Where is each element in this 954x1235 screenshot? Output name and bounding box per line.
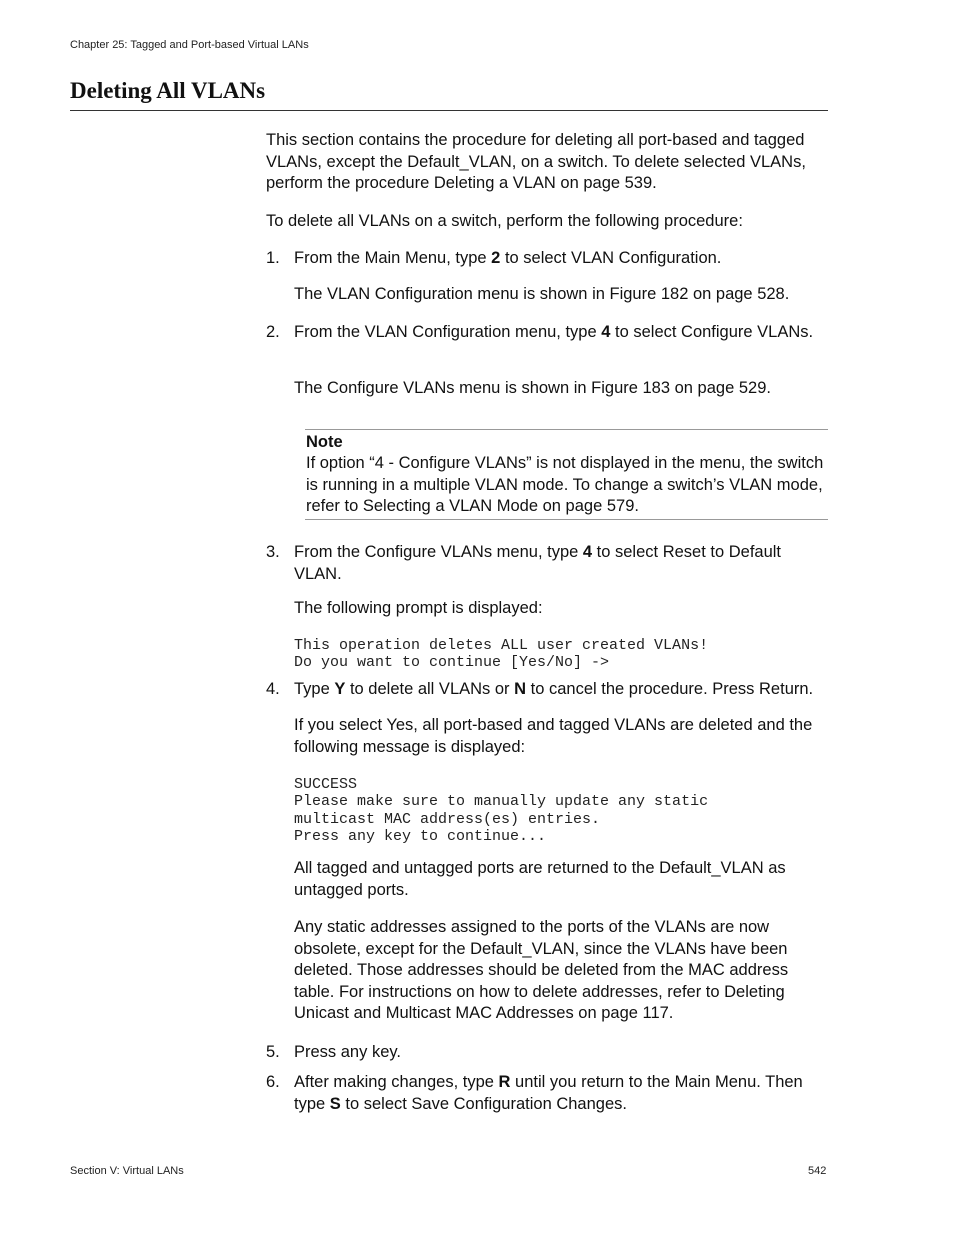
step-4-key-yes: Y [334,680,346,698]
success-code-block: SUCCESS Please make sure to manually update any static multicast MAC address(es) entries. Press any key to continue... [294,776,709,845]
step-3-result: The following prompt is displayed: [294,599,543,617]
step-4-key-no: N [514,680,527,698]
step-4-result: If you select Yes, all port-based and tagged VLANs are deleted and the following message is displayed: [294,716,813,756]
step-6-number: 6. [266,1073,280,1091]
title-divider [70,110,828,111]
prompt-code-block: This operation deletes ALL user created VLANs! Do you want to continue [Yes/No] -> [294,637,709,672]
step-5-number: 5. [266,1043,280,1061]
step-2-key: 4 [601,323,611,341]
step-1-result: The VLAN Configuration menu is shown in Figure 182 on page 528. [294,285,790,303]
footer-section: Section V: Virtual LANs [70,1165,184,1177]
step-3-key: 4 [582,543,593,561]
step-3-number: 3. [266,543,280,561]
step-3-text: From the Configure VLANs menu, type 4 to select Reset to Default VLAN. [294,543,782,583]
step-6-text: After making changes, type R until you return to the Main Menu. Then type S to select Save Configuration Changes. [294,1073,803,1113]
step-1-number: 1. [266,249,280,267]
step-2-number: 2. [266,323,280,341]
step-2-result: The Configure VLANs menu is shown in Figure 183 on page 529. [294,379,771,397]
intro-paragraph: This section contains the procedure for deleting all port-based and tagged VLANs, except the Default_VLAN, on a switch. To delete selected VLANs, perform the procedure Deleting a VLAN on page 539. [266,131,806,192]
step-4-number: 4. [266,680,280,698]
step-2-text: From the VLAN Configuration menu, type 4 to select Configure VLANs. [294,323,814,341]
step-6-key-r: R [498,1073,511,1091]
intro-lead: To delete all VLANs on a switch, perform the following procedure: [266,212,743,230]
chapter-header: Chapter 25: Tagged and Port-based Virtual LANs [70,39,309,51]
note-body: If option “4 - Configure VLANs” is not displayed in the menu, the switch is running in a multiple VLAN mode. To change a switch’s VLAN mode, refer to Selecting a VLAN Mode on page 579. [306,454,824,515]
step-5-text: Press any key. [294,1043,401,1061]
page-title: Deleting All VLANs [70,78,266,103]
step-6-key-s: S [329,1094,341,1113]
step-1-key: 2 [491,249,501,267]
step-4-text: Type Y to delete all VLANs or N to cancel the procedure. Press Return. [294,680,814,698]
note-title: Note [306,433,343,451]
page-number: 542 [808,1165,827,1177]
step-4-ports-note: All tagged and untagged ports are returned to the Default_VLAN as untagged ports. [294,859,786,899]
step-4-addresses-note: Any static addresses assigned to the ports of the VLANs are now obsolete, except for the Default_VLAN, since the VLANs have been deleted. Those addresses should be deleted from the MAC address table. For instructions on how to delete addresses, refer to Deleting Unicast and Multicast MAC Addresses on page 117. [294,918,789,1022]
note-box [305,429,828,520]
step-1-text: From the Main Menu, type 2 to select VLAN Configuration. [294,249,722,267]
